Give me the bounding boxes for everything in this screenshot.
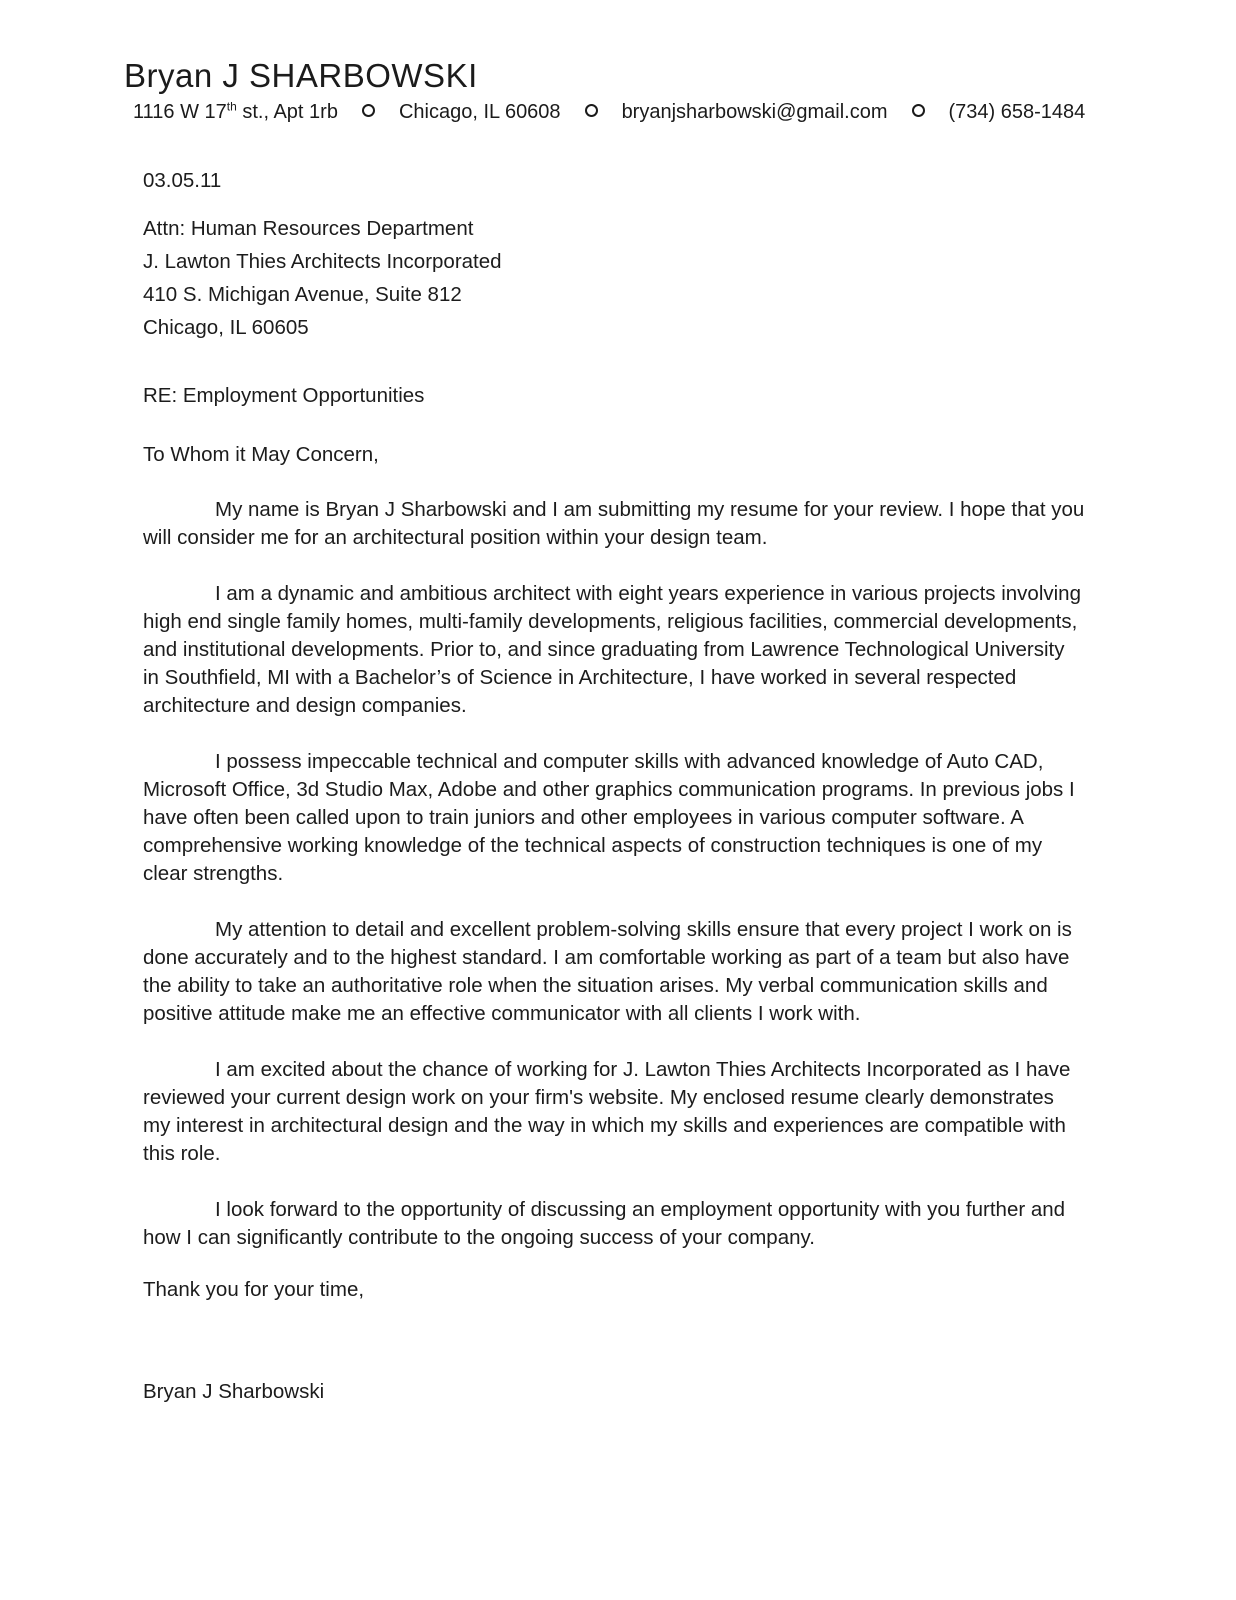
sender-name: Bryan J SHARBOWSKI bbox=[124, 57, 478, 94]
street-address-rest: st., Apt 1rb bbox=[236, 101, 338, 124]
street-address bbox=[133, 101, 338, 123]
recipient-city-line: Chicago, IL 60605 bbox=[143, 316, 309, 340]
body-paragraph-5: I am excited about the chance of working for J. Lawton Thies Architects Incorporated as I have reviewed your current design work on your firm's website. My enclosed resume clearly demonstrates my interest in architectural design and the way in which my skills and experiences are compatible with this role. bbox=[143, 1058, 1071, 1166]
street-ordinal-suffix: th bbox=[226, 99, 237, 114]
signature-name: Bryan J Sharbowski bbox=[143, 1380, 325, 1404]
separator-circle-icon bbox=[585, 104, 598, 117]
letter-date: 03.05.11 bbox=[143, 169, 222, 193]
letter-header bbox=[124, 57, 1086, 125]
body-paragraph-2: I am a dynamic and ambitious architect with eight years experience in various projects involving high end single family homes, multi-family developments, religious facilities, commercial developments, and institutional developments. Prior to, and since graduating from Lawrence Technological University in Southfield, MI with a Bachelor’s of Science in Architecture, I have worked in several respected architecture and design companies. bbox=[143, 582, 1081, 718]
separator-circle-icon bbox=[912, 104, 925, 117]
closing-line: Thank you for your time, bbox=[143, 1278, 365, 1302]
street-address-text: 1116 W 17 bbox=[133, 101, 227, 124]
phone-number: (734) 658-1484 bbox=[948, 101, 1086, 124]
salutation: To Whom it May Concern, bbox=[143, 443, 379, 467]
city-state-zip: Chicago, IL 60608 bbox=[398, 101, 561, 124]
separator-circle-icon bbox=[362, 104, 375, 117]
letter-body bbox=[143, 167, 1086, 1406]
body-paragraph-4: My attention to detail and excellent problem-solving skills ensure that every project I work on is done accurately and to the highest standard. I am comfortable working as part of a team but also have the ability to take an authoritative role when the situation arises. My verbal communication skills and positive attitude make me an effective communicator with all clients I work with. bbox=[143, 918, 1072, 1026]
body-paragraph-6: I look forward to the opportunity of discussing an employment opportunity with you further and how I can significantly contribute to the ongoing success of your company. bbox=[143, 1198, 1066, 1250]
recipient-block bbox=[143, 212, 1086, 344]
recipient-attn-line: Attn: Human Resources Department bbox=[143, 217, 474, 241]
recipient-street-line: 410 S. Michigan Avenue, Suite 812 bbox=[143, 283, 462, 307]
body-paragraph-1: My name is Bryan J Sharbowski and I am submitting my resume for your review. I hope that you will consider me for an architectural position within your design team. bbox=[143, 498, 1085, 550]
recipient-company-line: J. Lawton Thies Architects Incorporated bbox=[143, 250, 502, 274]
body-paragraph-3: I possess impeccable technical and computer skills with advanced knowledge of Auto CAD, Microsoft Office, 3d Studio Max, Adobe and other graphics communication programs. In previous jobs I have often been called upon to train juniors and other employees in various computer software. A comprehensive working knowledge of the technical aspects of construction techniques is one of my clear strengths. bbox=[143, 750, 1075, 886]
email-address: bryanjsharbowski@gmail.com bbox=[621, 101, 888, 124]
subject-line: RE: Employment Opportunities bbox=[143, 384, 425, 408]
contact-line bbox=[133, 100, 1086, 125]
